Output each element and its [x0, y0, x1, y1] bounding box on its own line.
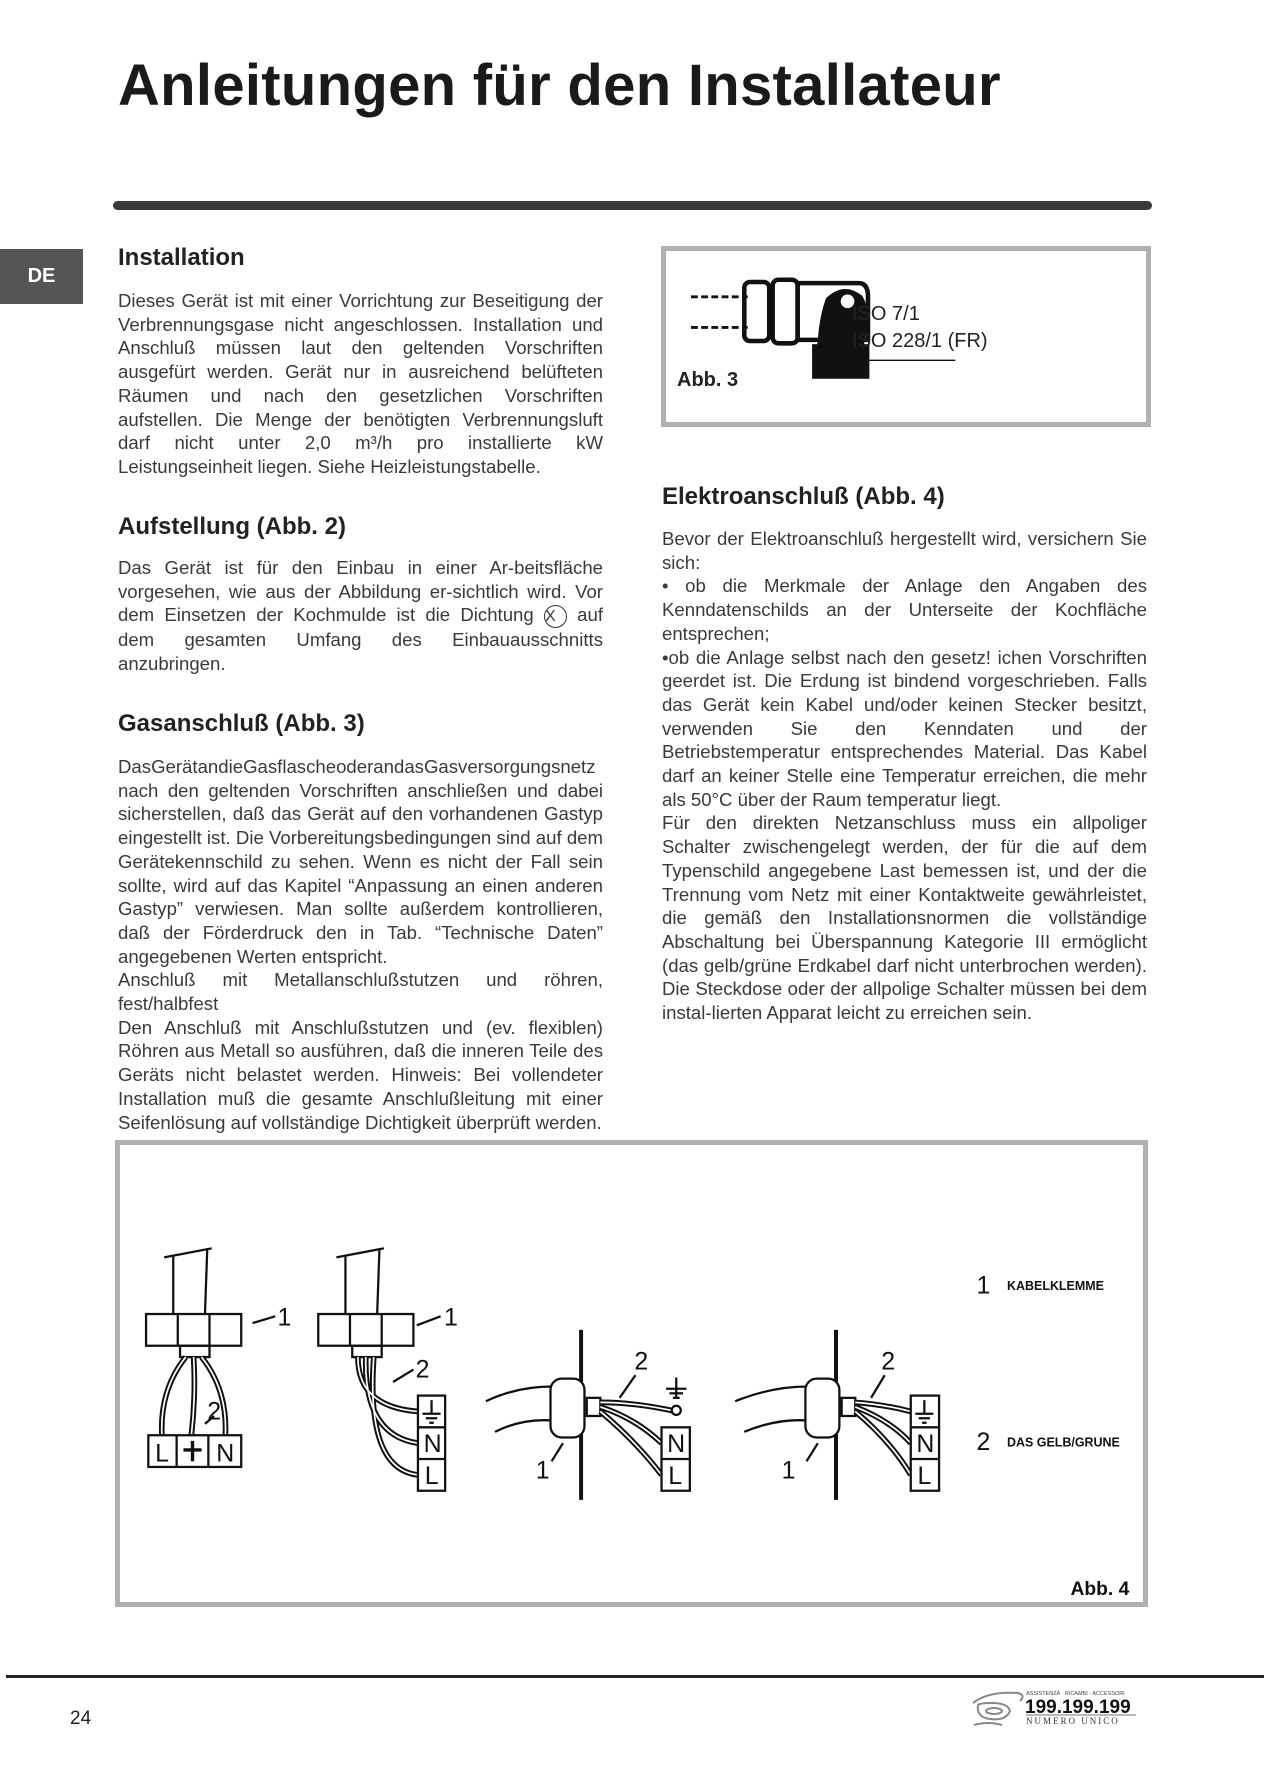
elektro-paragraph: • ob die Merkmale der Anlage den Angaben des Kenndatenschilds an der Unterseite der Kochfläche entsprechen;	[662, 575, 1147, 644]
figure-4-label: Abb. 4	[1070, 1578, 1130, 1600]
wiring-diagram-3	[486, 1330, 690, 1500]
page-number: 24	[70, 1708, 92, 1729]
telephone-icon	[973, 1693, 1023, 1725]
spec-iso-7-1: ISO 7/1	[852, 303, 920, 325]
terminal-L: L	[668, 1461, 683, 1490]
aufstellung-heading: Aufstellung (Abb. 2)	[118, 513, 346, 540]
gasanschluss-paragraph: DasGerätandieGasflascheoderandasGasversorgungsnetz nach den geltenden Vorschriften anschließen und dabei sicherstellen, daß das Gerät auf den vorhandenen Gastyp eingestellt ist. Die Vorbereitungsbedingungen sind auf dem Gerätekennschild zu sehen. Wenn es nicht der Fall sein sollte, wird auf das Kapitel “Anpassung an einen anderen Gastyp” verwiesen. Man sollte außerdem kontrollieren, daß der Förderdruck den in Tab. “Technische Daten” angegebenen Werten entspricht.	[118, 756, 603, 967]
installation-paragraph: Dieses Gerät ist mit einer Vorrichtung zur Beseitigung der Verbrennungsgase nicht angeschlossen. Installation und Anschluß müssen laut den geltenden Vorschriften ausgefürt werden. Gerät nur in ausreichend belüfteten Räumen und nach den gesetzlichen Vorschriften aufstellen. Die Menge der benötigten Verbrennungsluft darf nicht unter 2,0 m³/h pro installierte kW Leistungseinheit liegen. Siehe Heizleistungstabelle.	[118, 290, 603, 477]
elektro-paragraph: •ob die Anlage selbst nach den gesetz! ichen Vorschriften geerdet ist. Die Erdung ist bindend vorgeschrieben. Falls das Gerät kein Kabel und/oder keinen Stecker besitzt, verwenden Sie den Kenndaten und der Betriebstemperatur entsprechendes Material. Das Kabel darf an keiner Stelle eine Temperatur erreichen, die mehr als 50°C über der Raum temperatur liegt.	[662, 646, 1147, 810]
legend-text-2: DAS GELB/GRUNE	[1007, 1435, 1120, 1450]
legend-num-1: 1	[976, 1271, 991, 1300]
elektro-text	[662, 527, 1147, 1025]
callout-1: 1	[535, 1456, 550, 1485]
gasanschluss-paragraph: Den Anschluß mit Anschlußstutzen und (ev. flexiblen) Röhren aus Metall so ausführen, daß die inneren Teile des Geräts nicht belastet werden. Hinweis: Bei vollendeter Installation muß die gesamte Anschlußleitung mit einer Seifenlösung auf vollständige Dichtigkeit überprüft werden.	[118, 1016, 603, 1133]
callout-1: 1	[781, 1456, 796, 1485]
terminal-N: N	[667, 1430, 686, 1459]
terminal-L: L	[917, 1461, 932, 1490]
legend-text-1: KABELKLEMME	[1007, 1279, 1104, 1294]
service-hotline-logo	[968, 1685, 1148, 1735]
terminal-N: N	[916, 1430, 935, 1459]
ground-symbol	[666, 1377, 686, 1397]
callout-1: 1	[444, 1303, 458, 1332]
spec-iso-228-1: ISO 228/1 (FR)	[852, 330, 988, 352]
figure-3-label: Abb. 3	[677, 369, 739, 391]
callout-2: 2	[415, 1355, 430, 1384]
aufstellung-text-before: Das Gerät ist für den Einbau in einer Ar-beitsfläche vorgesehen, wie aus der Abbildung er-sichtlich wird. Vor dem Einsetzen der Kochmulde ist die Dichtung	[118, 557, 603, 626]
callout-2: 2	[881, 1347, 896, 1376]
header-divider	[113, 201, 1152, 210]
terminal-N: N	[216, 1439, 235, 1468]
thread-specs	[852, 301, 988, 355]
legend-num-2: 2	[976, 1427, 991, 1456]
wiring-diagram-1	[146, 1248, 275, 1467]
wiring-diagram-4	[735, 1330, 939, 1500]
elektro-paragraph: Bevor der Elektroanschluß hergestellt wird, versichern Sie sich:	[662, 528, 1147, 573]
figure-3	[661, 246, 1151, 427]
gasanschluss-heading: Gasanschluß (Abb. 3)	[118, 710, 365, 737]
elektro-heading: Elektroanschluß (Abb. 4)	[662, 483, 945, 510]
gasanschluss-text	[118, 755, 603, 1134]
terminal-N: N	[423, 1430, 442, 1459]
footer-divider	[6, 1675, 1264, 1678]
terminal-L: L	[424, 1461, 439, 1490]
aufstellung-text	[118, 556, 603, 676]
gasanschluss-paragraph: Anschluß mit Metallanschlußstutzen und röhren, fest/halbfest	[118, 969, 603, 1015]
logo-tagline: ASSISTENZA · RICAMBI · ACCESSORI	[1026, 1691, 1125, 1697]
terminal-L: L	[155, 1439, 169, 1468]
language-tab: DE	[0, 249, 83, 304]
callout-2: 2	[207, 1397, 222, 1426]
installation-heading: Installation	[118, 244, 245, 271]
page-title: Anleitungen für den Installateur	[118, 53, 1001, 118]
callout-2: 2	[634, 1347, 649, 1376]
elektro-paragraph: Für den direkten Netzanschluss muss ein allpoliger Schalter zwischengelegt werden, der für die auf dem Typenschild angegebene Last bemessen ist, und der die Trennung vom Netz mit einer Kontaktweite gewährleistet, die gemäß den Installationsnormen die vollständige Abschaltung bei Überspannung Kategorie III ermöglicht (das gelb/grüne Erdkabel darf nicht unterbrochen werden). Die Steckdose oder der allpolige Schalter müssen bei dem instal-lierten Apparat leicht zu erreichen sein.	[662, 812, 1147, 1024]
logo-number: 199.199.199	[1025, 1697, 1131, 1718]
seal-symbol: X	[544, 605, 567, 628]
figure-4	[115, 1140, 1148, 1607]
installation-text	[118, 289, 603, 479]
wiring-diagrams	[120, 1145, 1143, 1602]
callout-1: 1	[277, 1303, 292, 1332]
aufstellung-text-after: auf dem gesamten Umfang des Einbauausschnitts anzubringen.	[118, 604, 603, 675]
logo-subtitle: NUMERO UNICO	[1026, 1716, 1120, 1726]
